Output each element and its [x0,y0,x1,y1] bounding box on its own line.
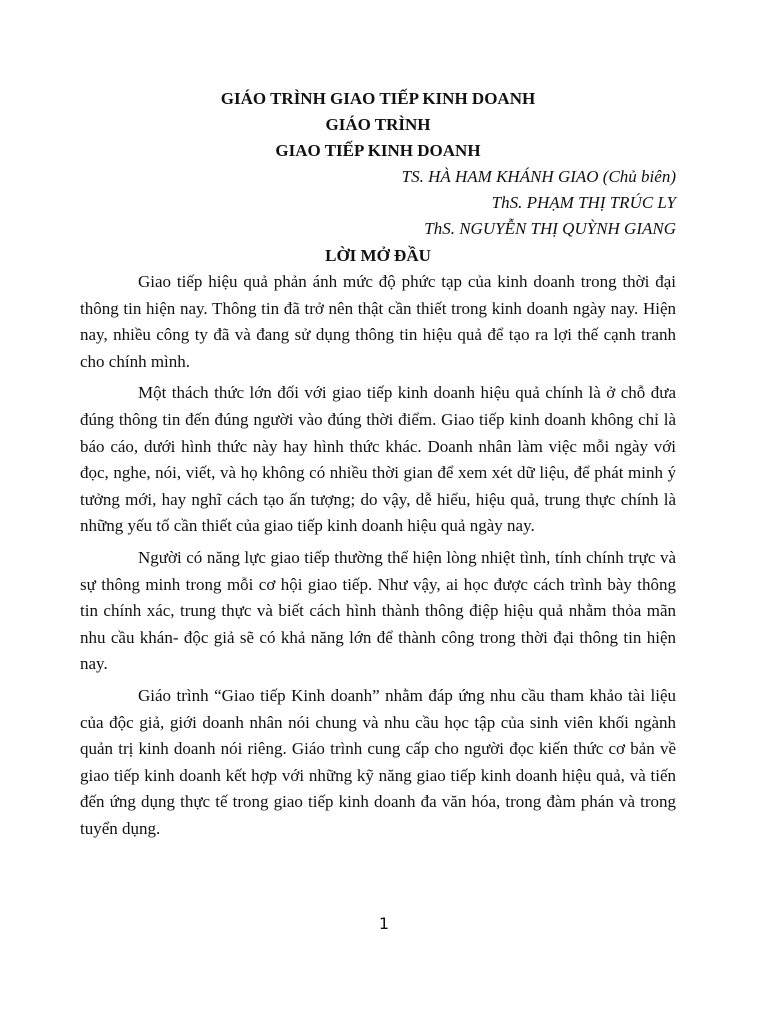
paragraph-1: Giao tiếp hiệu quả phản ánh mức độ phức tạp của kinh doanh trong thời đại thông tin hiện nay. Thông tin đã trở nên thật cần thiết trong kinh doanh ngày nay. Hiện nay, nhiều công ty đã và đang sử dụng thông tin hiệu quả để tạo ra lợi thế cạnh tranh cho chính mình. [80,272,676,371]
book-title-line-2: GIAO TIẾP KINH DOANH [275,141,481,160]
section-heading: LỜI MỞ ĐẦU [325,246,431,265]
header-title: GIÁO TRÌNH GIAO TIẾP KINH DOANH [220,89,536,108]
paragraph-3: Người có năng lực giao tiếp thường thể hiện lòng nhiệt tình, tính chính trực và sự thông minh trong mỗi cơ hội giao tiếp. Như vậy, ai học được cách trình bày thông tin chính xác, trung thực và biết cách hình thành thông điệp hiệu quả nhằm thỏa mãn nhu cầu khán- độc giả sẽ có khả năng lớn để thành công trong thời đại thông tin hiện nay. [80,547,676,674]
author-co-2: ThS. NGUYỄN THỊ QUỲNH GIANG [424,219,676,238]
book-title-line-1: GIÁO TRÌNH [325,115,431,134]
paragraph-4: Giáo trình “Giao tiếp Kinh doanh” nhằm đáp ứng nhu cầu tham khảo tài liệu của độc giả, giới doanh nhân nói chung và nhu cầu học tập của sinh viên khối ngành quản trị kinh doanh nói riêng. Giáo trình cung cấp cho người đọc kiến thức cơ bản về giao tiếp kinh doanh kết hợp với những kỹ năng giao tiếp kinh doanh hiệu quả, và tiến đến ứng dụng thực tế trong giao tiếp kinh doanh đa văn hóa, trong đàm phán và trong tuyển dụng. [80,685,676,838]
paragraph-2: Một thách thức lớn đối với giao tiếp kinh doanh hiệu quả chính là ở chỗ đưa đúng thông tin đến đúng người vào đúng thời điểm. Giao tiếp kinh doanh không chỉ là báo cáo, dưới hình thức này hay hình thức khác. Doanh nhân làm việc mỗi ngày với đọc, nghe, nói, viết, và họ không có nhiều thời gian để xem xét dữ liệu, để phát minh ý tưởng mới, hay nghĩ cách tạo ấn tượng; do vậy, dễ hiểu, hiệu quả, trung thực chính là những yếu tố cần thiết của giao tiếp kinh doanh hiệu quả ngày nay. [80,383,676,536]
page-number: 1 [378,914,390,933]
page-content [80,86,676,847]
author-co-1: ThS. PHẠM THỊ TRÚC LY [491,193,676,212]
author-editor: TS. HÀ HAM KHÁNH GIAO (Chủ biên) [401,167,676,186]
